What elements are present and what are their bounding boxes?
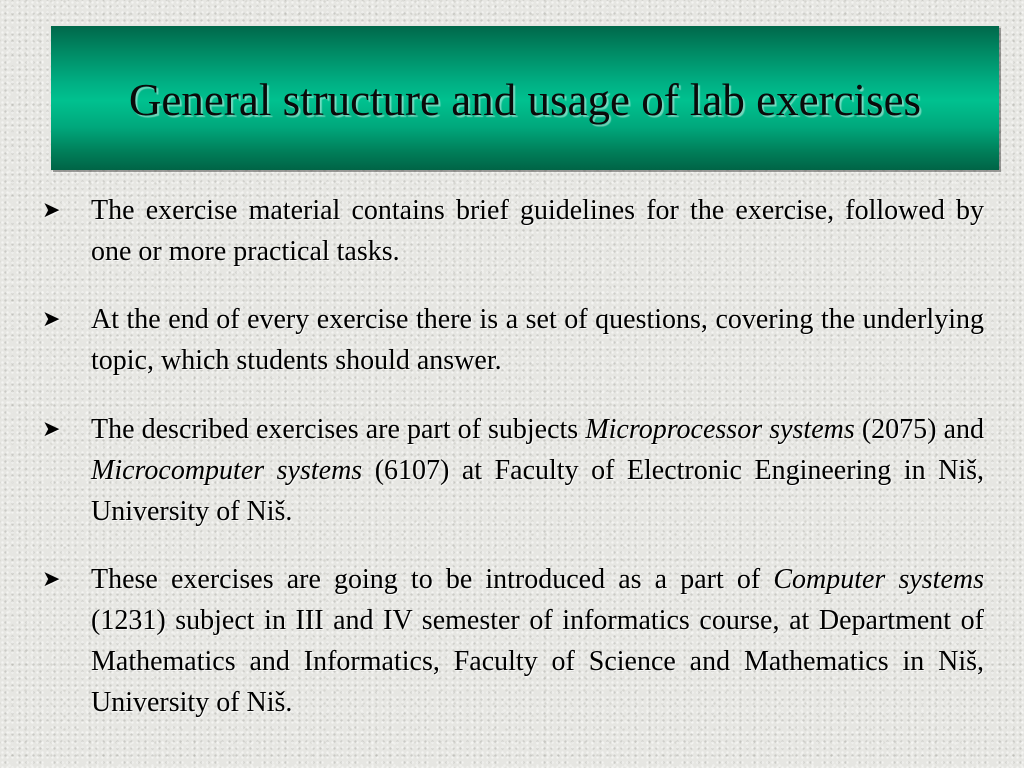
bullet-text-segment: (1231) subject in III and IV semester of informatics course, at Department of Mathematics and Informatics, Faculty of Science and Mathematics in Niš, University of Niš. bbox=[91, 605, 984, 718]
arrowhead-bullet-icon: ➤ bbox=[42, 417, 61, 442]
title-banner bbox=[51, 26, 999, 170]
bullet-text bbox=[91, 409, 984, 532]
arrowhead-bullet-icon: ➤ bbox=[42, 307, 61, 332]
bullet-text: The exercise material contains brief guidelines for the exercise, followed by one or more practical tasks. bbox=[91, 195, 984, 267]
subject-name-microprocessor: Microprocessor systems bbox=[585, 414, 855, 445]
bullet-item bbox=[40, 299, 984, 381]
arrowhead-bullet-icon: ➤ bbox=[42, 198, 61, 223]
subject-name-computer-systems: Computer systems bbox=[773, 564, 984, 595]
bullet-text bbox=[91, 559, 984, 723]
bullet-item bbox=[40, 559, 984, 723]
arrowhead-bullet-icon: ➤ bbox=[42, 567, 61, 592]
bullet-text-segment: (6107) at Faculty of Electronic Engineering in Niš, University of Niš. bbox=[91, 455, 985, 527]
bullet-text: At the end of every exercise there is a set of questions, covering the underlying topic, which students should answer. bbox=[91, 304, 984, 376]
bullet-text-segment: (2075) and bbox=[854, 414, 985, 445]
bullet-item bbox=[40, 409, 984, 532]
subject-name-microcomputer: Microcomputer systems bbox=[91, 455, 363, 486]
slide-title: General structure and usage of lab exercises bbox=[128, 75, 922, 125]
bullet-text-segment: The described exercises are part of subjects bbox=[91, 414, 586, 445]
bullet-item bbox=[40, 190, 984, 272]
bullet-text-segment: These exercises are going to be introduced as a part of bbox=[91, 564, 774, 595]
